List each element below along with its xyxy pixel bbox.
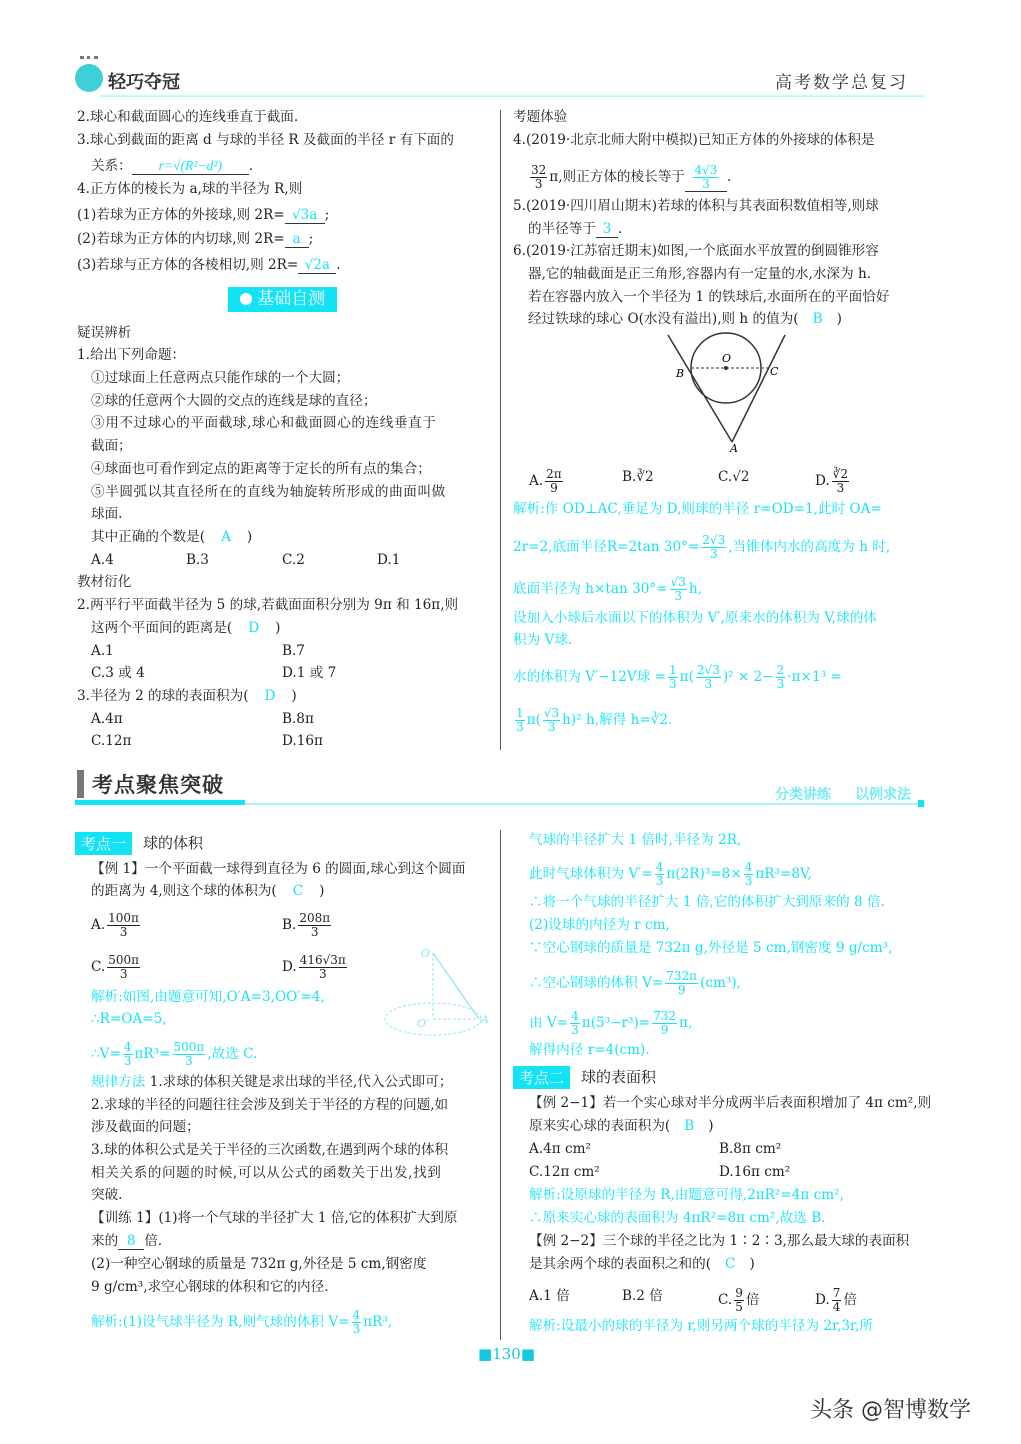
numerator: 1 [669,663,677,677]
option: C.√2 [718,469,750,485]
fraction [107,912,140,939]
numerator: 4 [655,860,664,874]
option: B.8π cm² [719,1141,782,1157]
fraction [107,954,140,981]
subheading: 教材衍化 [77,574,132,590]
text: )² × 2− [722,669,774,685]
option: B.3 [186,552,209,568]
center-point [724,366,728,370]
option-label: A. [529,473,544,489]
denominator: 3 [119,925,128,939]
label: 倍. [144,1233,163,1249]
fraction [670,576,687,603]
text: 2r=2,底面半径R=2tan 30°= [513,539,700,555]
option: D.1 或 7 [282,665,337,681]
text-line: ①过球面上任意两点只能作球的一个大圆； [91,370,350,386]
solution-line: 积为 V球. [513,632,573,648]
text-line: 3.半径为 2 的球的表面积为( D ) [77,688,297,704]
fraction [123,1041,133,1068]
option [815,1287,857,1314]
numerator: 500π [173,1040,205,1054]
text: 底面半径为 h×tan 30°= [513,581,668,597]
numerator: 32 [531,163,547,177]
text: π(5³−r³)= [581,1015,651,1031]
text-line: 是其余两个球的表面积之和的( C ) [529,1256,755,1272]
label: 来的 [91,1233,119,1249]
solution-line: 解析:作 OD⊥AC,垂足为 D,则球的半径 r=OD=1,此时 OA= [513,501,882,517]
option-label: C. [91,959,106,975]
denominator: 3 [185,1054,193,1068]
option-label: B. [282,917,297,933]
fraction [696,664,721,691]
solution-line: 解析:如图,由题意可知,O′A=3,OO′=4, [91,989,325,1005]
section-underline [75,800,245,805]
label-A: A [730,442,738,455]
option: B.7 [282,643,305,659]
column-divider [500,830,501,1340]
solution-line [529,861,812,888]
label: 的半径等于 [528,221,596,237]
numerator: 2 [776,663,785,677]
label: (2)若球为正方体的内切球,则 2R= [77,231,285,247]
text-line: 的距离为 4,则这个球的体积为( C ) [91,883,325,899]
section-marker [77,770,84,798]
label: 是其余两个球的表面积之和的( [529,1256,712,1272]
label-A: A [481,1013,489,1026]
numerator: 2√3 [696,663,720,677]
topic-title: 球的表面积 [581,1068,657,1086]
solution-line [513,534,890,561]
option [718,1287,759,1314]
fraction [665,970,698,997]
text: (cm³), [700,975,741,991]
answer: D [248,620,260,636]
solution-line [513,707,672,734]
text: ∴空心钢球的体积 V= [529,975,664,991]
section-title: 考点聚焦突破 [92,772,224,797]
text-line: 的半径等于 3 . [528,221,623,237]
text-line: (2)一种空心钢球的质量是 732π g,外径是 5 cm,钢密度 [91,1256,427,1272]
section-slogan: 以例求法 [855,787,911,803]
answer-blank: 8 [118,1233,144,1250]
text-line: 2.球心和截面圆心的连线垂直于截面. [77,109,299,125]
numerator: √3 [543,706,560,720]
solution-line: 解得内径 r=4(cm). [529,1042,650,1058]
solution-line: ∴将一个气球的半径扩大 1 倍,它的体积扩大到原来的 8 倍. [529,894,885,910]
option: B.8π [282,711,314,727]
fraction [543,707,560,734]
text-line: ⑤半圆弧以其直径所在的直线为轴旋转所形成的曲面叫做 [91,484,446,500]
text-line [91,1073,452,1091]
text-line: 5.(2019·四川眉山期末)若球的体积与其表面积数值相等,则球 [513,198,879,214]
text: 倍 [843,1292,857,1308]
solution-line [529,970,741,997]
denominator: 3 [352,1322,361,1336]
denominator: 3 [836,481,845,495]
label-O: O [722,352,732,365]
option [815,468,851,495]
page-number-text: 130 [492,1345,521,1363]
option [91,912,142,939]
answer: D [264,688,276,704]
label-O: O [421,947,431,960]
fraction [693,164,718,191]
text-line: 3.球心到截面的距离 d 与球的半径 R 及截面的半径 r 有下面的 [77,132,454,148]
text: πR³= [134,1046,171,1062]
fraction [530,164,547,191]
numerator: 500π [108,953,140,967]
text-line: 【例 1】一个平面截一球得到直径为 6 的圆面,球心到这个圆面 [91,861,466,877]
play-icon [240,293,252,305]
option: C.12π [91,733,132,749]
solution-line [91,1041,257,1068]
fraction [173,1041,206,1068]
fraction [570,1010,580,1037]
numerator: 4 [744,860,753,874]
answer: C [725,1256,736,1272]
text-line: 这两个平面间的距离是( D ) [91,620,281,636]
numerator: 732π [666,969,698,983]
denominator: 3 [318,967,327,981]
label: (1)若球为正方体的外接球,则 2R= [77,207,285,223]
topic-tag: 考点二 [513,1066,570,1089]
text-line: 2.两平行平面截半径为 5 的球,若截面面积分别为 9π 和 16π,则 [77,597,459,613]
solution-line: 解析:设原球的半径为 R,由题意可得,2πR²=4π cm², [529,1187,844,1203]
fraction [734,1287,744,1314]
text: h)² h,解得 h=∛2. [562,712,673,728]
denominator: 3 [310,925,319,939]
text-line: 其中正确的个数是( A ) [91,529,253,545]
label-C: C [770,365,779,378]
answer: B [812,311,823,327]
text-line: 9 g/cm³,求空心钢球的体积和它的内径. [91,1279,329,1295]
text-line: 截面； [91,438,132,454]
text-line: 若在容器内放入一个半径为 1 的铁球后,水面所在的平面恰好 [528,289,890,305]
method-label: 规律方法 [91,1074,146,1090]
option: C.3 或 4 [91,665,145,681]
option-label: D. [282,959,297,975]
option: B.2 倍 [622,1288,663,1304]
text-line: 器,它的轴截面是正三角形,容器内有一定量的水,水深为 h. [528,266,872,282]
fraction [352,1309,362,1336]
fraction [776,664,786,691]
answer-blank: 3 [596,221,618,238]
fraction [701,534,726,561]
subheading: 疑误辨析 [77,325,132,341]
text-line: 4.(2019·北京北师大附中模拟)已知正方体的外接球的体积是 [513,132,875,148]
text-line: (2)若球为正方体的内切球,则 2R= a ; [77,231,314,247]
text: 解析:(1)设气球半径为 R,则气球的体积 V= [91,1314,350,1330]
answer-blank: √2a [298,257,336,274]
text-line: 突破. [91,1187,123,1203]
denominator: 5 [735,1300,743,1314]
denominator: 3 [516,720,524,734]
text-line: ④球面也可看作到定点的距离等于定长的所有点的集合； [91,461,431,477]
answer-blank: r=√(R²−d²) [132,158,249,175]
text-line: 3.球的体积公式是关于半径的三次函数,在遇到两个球的体积 [91,1142,449,1158]
numerator: 4 [352,1308,361,1322]
column-divider [500,110,501,750]
text: π(2R)³=8× [666,866,742,882]
solution-line: 设加入小球后水面以下的体积为 V′,原来水的体积为 V,球的体 [513,610,877,626]
option: D.1 [377,552,401,568]
basic-self-test-banner [228,287,337,312]
sphere-section-figure [383,945,493,1045]
label: 的距离为 4,则这个球的体积为( [91,883,277,899]
text-line: 原来实心球的表面积为( B ) [529,1118,714,1134]
solution-line: 解析:设最小的球的半径为 r,则另两个球的半径为 2r,3r,所 [529,1318,873,1334]
text: ,故选 C. [207,1046,258,1062]
text: 水的体积为 V′−12V球 = [513,669,667,685]
section-end-marker [918,800,924,807]
numerator: 208π [299,911,331,925]
denominator: 3 [123,1054,132,1068]
denominator: 3 [674,589,683,603]
denominator: 3 [744,874,753,888]
denominator: 3 [669,677,677,691]
text: 倍 [745,1292,760,1308]
page-number: ■130■ [478,1345,536,1363]
text-line: $\frac{32}{3}$ π,则正方体的棱长等于 $\frac{4√3}{3}$ . [531,163,732,191]
label: 这两个平面间的距离是( [91,620,233,636]
fraction [299,954,347,981]
fraction [515,707,525,734]
book-title: 高考数学总复习 [775,73,908,93]
text-line: ②球的任意两个大圆的交点的连线是球的直径； [91,393,377,409]
text: 此时气球体积为 V′= [529,866,653,882]
text-line: 关系： r=√(R²−d²) . [91,158,254,174]
numerator: 4 [123,1040,132,1054]
solution-line [91,1309,392,1336]
logo-icon [75,64,103,92]
option: B.∛2 [622,469,654,485]
option-label: D. [815,1292,830,1308]
denominator: 3 [534,177,543,191]
numerator: 2π [546,467,562,481]
solution-line: ∴R=OA=5, [91,1011,167,1027]
cone-edge [732,335,785,442]
text-line: 相关关系的问题的时候,可以从公式的函数关于出发,找到 [91,1165,442,1181]
option: A.4π [91,711,123,727]
denominator: 9 [660,1023,669,1037]
text: ∴V= [91,1046,121,1062]
watermark: 头条 @智博数学 [810,1398,971,1423]
option: A.1 [91,643,114,659]
solution-line [513,664,842,691]
text: πR³=8V, [755,866,812,882]
numerator: 732 [653,1009,677,1023]
text-line: 4.正方体的棱长为 a,球的半径为 R,则 [77,181,303,197]
numerator: ∛2 [832,467,849,481]
text-line: (3)若球与正方体的各棱相切,则 2R= √2a . [77,257,341,273]
denominator: 3 [776,677,785,691]
option: C.12π cm² [529,1164,600,1180]
text-line: (1)若球为正方体的外接球,则 2R= √3a ; [77,207,330,223]
text: π( [679,669,694,685]
text-line: 【训练 1】(1)将一个气球的半径扩大 1 倍,它的体积扩大到原 [91,1210,458,1226]
numerator: 9 [735,1286,743,1300]
answer: A [221,529,231,545]
text-line: 6.(2019·江苏宿迁期末)如图,一个底面水平放置的倒圆锥形容 [513,243,879,259]
solution-line: ∴原来实心球的表面积为 4πR²=8π cm²,故选 B. [529,1210,826,1226]
text: 由 V= [529,1015,569,1031]
option-label: D. [815,473,830,489]
option: C.2 [282,552,305,568]
denominator: 3 [709,547,718,561]
label-O-prime: O′ [417,1017,429,1030]
option-label: C. [718,1292,733,1308]
numerator: 4√3 [694,163,718,177]
numerator: 4 [571,1009,579,1023]
text: ,当锥体内水的高度为 h 时, [728,539,891,555]
option-label: A. [91,917,106,933]
denominator: 3 [547,720,556,734]
answer-blank: a [285,231,309,248]
text-line: 2.求球的半径的问题往往会涉及到关于半径的方程的问题,如 [91,1097,449,1113]
text-line: ③用不过球心的平面截球,球心和截面圆心的连线垂直于 [91,415,437,431]
text-line: 涉及截面的问题； [91,1119,200,1135]
text: ·π×1³ = [787,669,842,685]
numerator: 100π [108,911,139,925]
fraction [652,1010,677,1037]
denominator: 3 [571,1023,579,1037]
option [529,468,565,495]
text-line: 经过铁球的球心 O(水没有溢出),则 h 的值为( B ) [528,311,842,327]
text: 1.求球的体积关键是求出球的半径,代入公式即可； [145,1074,453,1090]
option [91,954,142,981]
answer: B [684,1118,695,1134]
fraction [655,861,665,888]
option: A.4 [91,552,114,568]
label: π,则正方体的棱长等于 [549,169,685,185]
text-line: 【例 2−1】若一个实心球对半分成两半后表面积增加了 4π cm²,则 [529,1095,932,1111]
option [282,912,333,939]
numerator: 1 [516,706,524,720]
label-B: B [676,367,685,380]
label: 3.半径为 2 的球的表面积为( [77,688,249,704]
label: 关系： [91,158,132,174]
topic-title: 球的体积 [143,834,204,852]
numerator: 2√3 [702,533,726,547]
denominator: 4 [832,1300,841,1314]
header-rule [100,94,925,97]
label: 经过铁球的球心 O(水没有溢出),则 h 的值为( [528,311,799,327]
solution-line [513,576,702,603]
subheading: 考题体验 [513,109,568,125]
solution-line: ∵空心钢球的质量是 732π g,外径是 5 cm,钢密度 9 g/cm³, [529,940,893,956]
text-line: 1.给出下列命题： [77,347,186,363]
text-line: 【例 2−2】三个球的半径之比为 1∶2∶3,那么最大球的表面积 [529,1233,910,1249]
answer-blank: √3a [285,207,325,224]
text: πR³, [363,1314,393,1330]
label: 原来实心球的表面积为( [529,1118,671,1134]
topic-tag: 考点一 [75,832,132,855]
fraction [832,468,849,495]
fraction [668,664,678,691]
solution-line: (2)设球的内径为 r cm, [529,917,670,933]
answer: C [292,883,304,899]
denominator: 3 [702,177,710,191]
option: A.1 倍 [529,1288,570,1304]
fraction [298,912,331,939]
label: 其中正确的个数是( [91,529,206,545]
denominator: 3 [655,874,664,888]
text-line [91,1232,162,1250]
label: (3)若球与正方体的各棱相切,则 2R= [77,257,299,273]
denominator: 3 [704,677,713,691]
solution-line: 气球的半径扩大 1 倍时,半径为 2R, [529,832,742,848]
section-slogan: 分类讲练 [775,787,831,803]
brand-title: 轻巧夺冠 [108,72,180,93]
text: π( [526,712,541,728]
option: A.4π cm² [529,1141,591,1157]
denominator: 3 [119,967,128,981]
sphere-radius-line [433,953,479,1019]
cone-sphere-figure [660,330,790,455]
text: h, [688,581,702,597]
fraction [545,468,563,495]
banner-label: 基础自测 [257,289,326,309]
option: D.16π [282,733,323,749]
crown-icon [80,56,98,67]
answer-blank [685,164,727,192]
option: D.16π cm² [719,1164,791,1180]
denominator: 9 [550,481,558,495]
numerator: 416√3π [299,953,346,967]
fraction [744,861,754,888]
text-line: 球面. [91,506,123,522]
text: π, [679,1015,693,1031]
solution-line [529,1010,692,1037]
fraction [832,1287,842,1314]
option [282,954,349,981]
numerator: √3 [670,575,686,589]
numerator: 7 [832,1286,841,1300]
denominator: 9 [677,983,686,997]
